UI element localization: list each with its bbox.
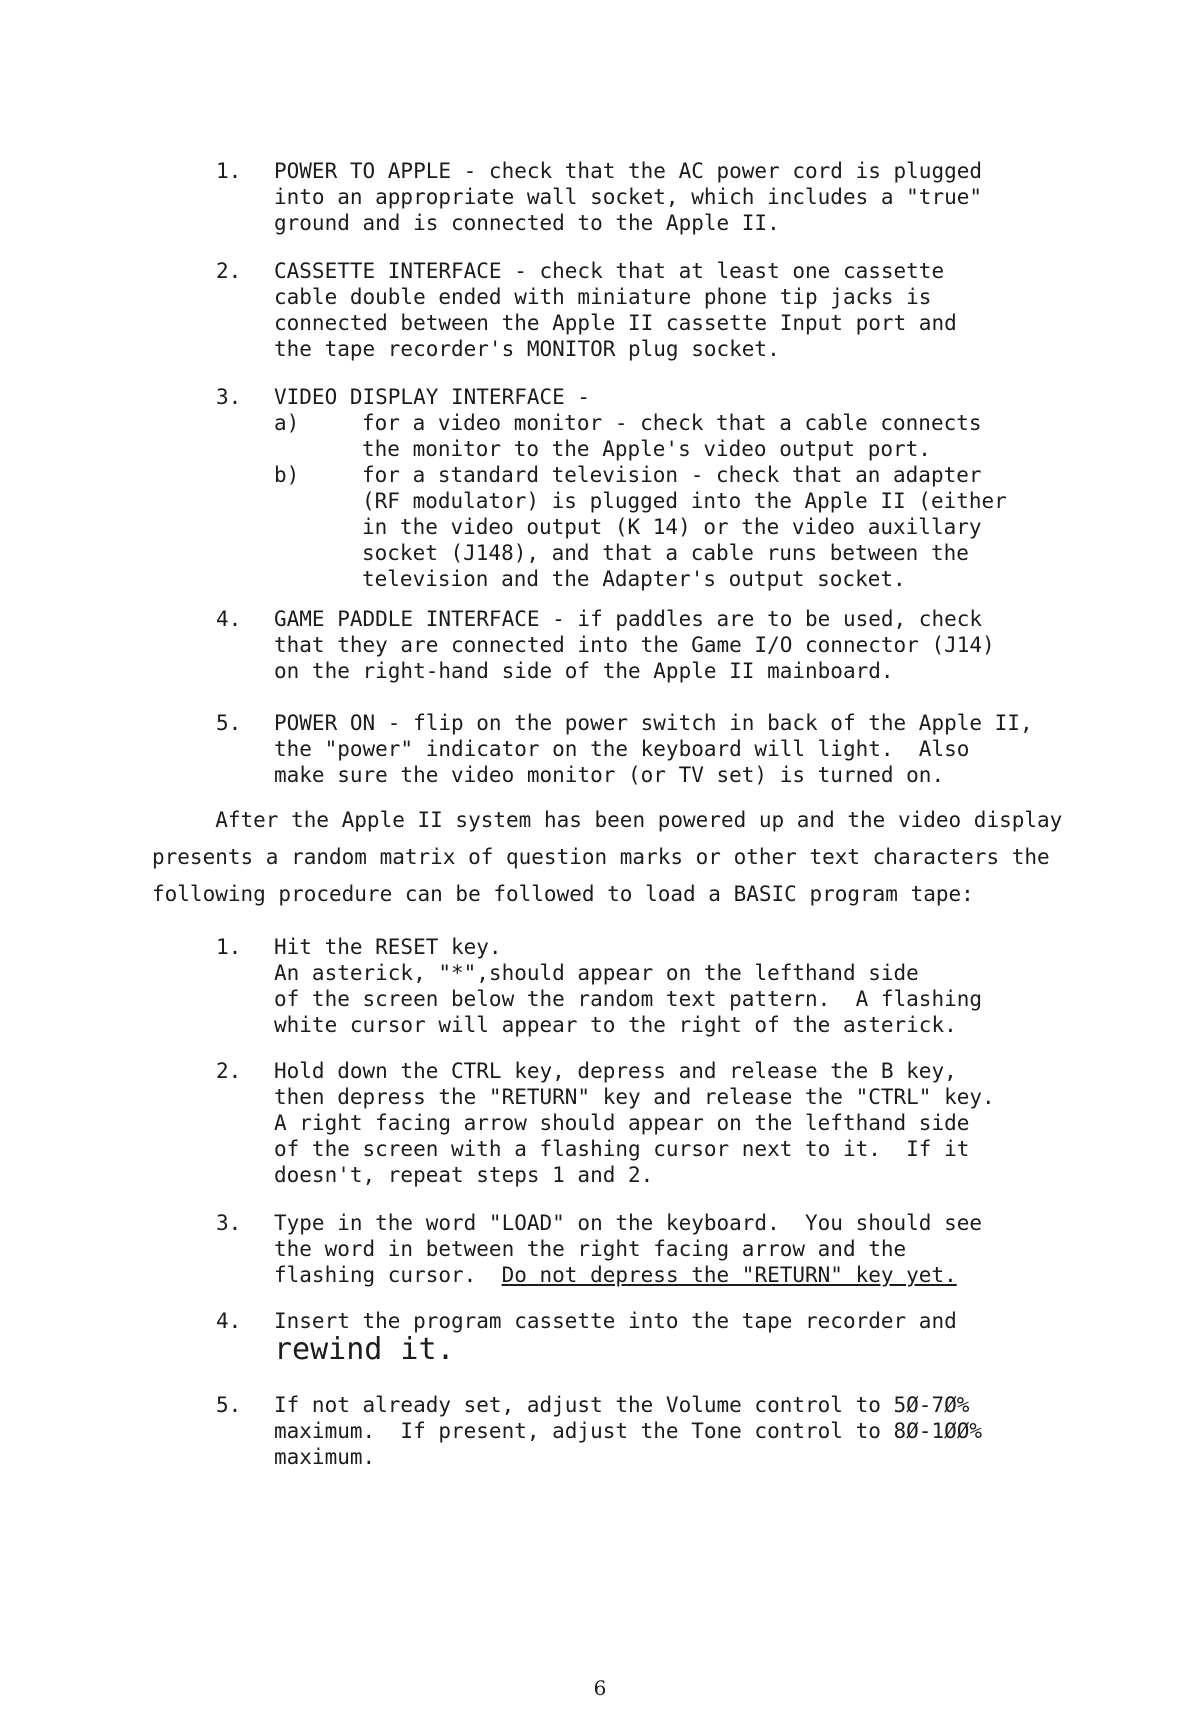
subitem-b [274, 462, 1036, 592]
item-number: 2. [216, 259, 242, 283]
item-number: 4. [216, 607, 242, 631]
intro-paragraph: After the Apple II system has been powered up and the video display presents a random matrix of question marks or other text characters the following procedure can be followed to load a BASIC program tape: [152, 808, 1063, 906]
page-number: 6 [593, 1676, 607, 1700]
item-number: 1. [216, 935, 242, 959]
item-number: 3. [216, 385, 242, 409]
list1-item-1 [216, 158, 1036, 236]
subitem-label: a) [274, 411, 300, 435]
item-number: 5. [216, 1393, 242, 1417]
subitem-a [274, 410, 1036, 462]
item-text-large: rewind it. [274, 1332, 455, 1367]
item-text-main: Type in the word "LOAD" on the keyboard. You should see the word in between the right facing arrow and the flashing cursor. [274, 1211, 983, 1287]
list2-item-4 [216, 1308, 1036, 1366]
subitem-text: for a video monitor - check that a cable connects the monitor to the Apple's video output port. [362, 411, 982, 461]
item-number: 3. [216, 1211, 242, 1235]
list1-item-3 [216, 384, 1036, 592]
item-number: 5. [216, 711, 242, 735]
list1-item-5 [216, 710, 1036, 788]
item-number: 2. [216, 1059, 242, 1083]
item-text [274, 1210, 1036, 1288]
item-text: If not already set, adjust the Volume control to 5Ø-7Ø% maximum. If present, adjust the Tone control to 8Ø-1ØØ% maximum. [274, 1393, 983, 1469]
item-text: Hold down the CTRL key, depress and release the B key, then depress the "RETURN" key and release the "CTRL" key. A right facing arrow should appear on the lefthand side of the screen with a flashing cursor next to it. If it doesn't, repeat steps 1 and 2. [274, 1059, 995, 1187]
item-text: POWER ON - flip on the power switch in back of the Apple II, the "power" indicator on the keyboard will light. Also make sure the video monitor (or TV set) is turned on. [274, 711, 1033, 787]
item-text: CASSETTE INTERFACE - check that at least one cassette cable double ended with miniature phone tip jacks is connected between the Apple II cassette Input port and the tape recorder's MONITOR plug socket. [274, 259, 957, 361]
item-text: POWER TO APPLE - check that the AC power cord is plugged into an appropriate wall socket, which includes a "true" ground and is connected to the Apple II. [274, 159, 983, 235]
list2-item-1 [216, 934, 1036, 1038]
list1-item-2 [216, 258, 1036, 362]
item-text: Insert the program cassette into the tape recorder and [274, 1309, 957, 1333]
list2-item-2 [216, 1058, 1036, 1188]
list2-item-5 [216, 1392, 1036, 1470]
item-number: 4. [216, 1309, 242, 1333]
subitem-text: for a standard television - check that an adapter (RF modulator) is plugged into the Apple II (either in the video output (K 14) or the video auxillary socket (J148), and that a cable runs between the television and the Adapter's output socket. [362, 463, 1007, 591]
list2-item-3 [216, 1210, 1036, 1288]
item-text: GAME PADDLE INTERFACE - if paddles are to be used, check that they are connected into the Game I/O connector (J14) on the right-hand side of the Apple II mainboard. [274, 607, 995, 683]
underlined-warning: Do not depress the "RETURN" key yet. [501, 1263, 957, 1287]
item-text: VIDEO DISPLAY INTERFACE - [274, 385, 591, 409]
item-text: Hit the RESET key. An asterick, "*",should appear on the lefthand side of the screen below the random text pattern. A flashing white cursor will appear to the right of the asterick. [274, 935, 983, 1037]
item-number: 1. [216, 159, 242, 183]
list1-item-4 [216, 606, 1036, 684]
subitem-label: b) [274, 463, 300, 487]
